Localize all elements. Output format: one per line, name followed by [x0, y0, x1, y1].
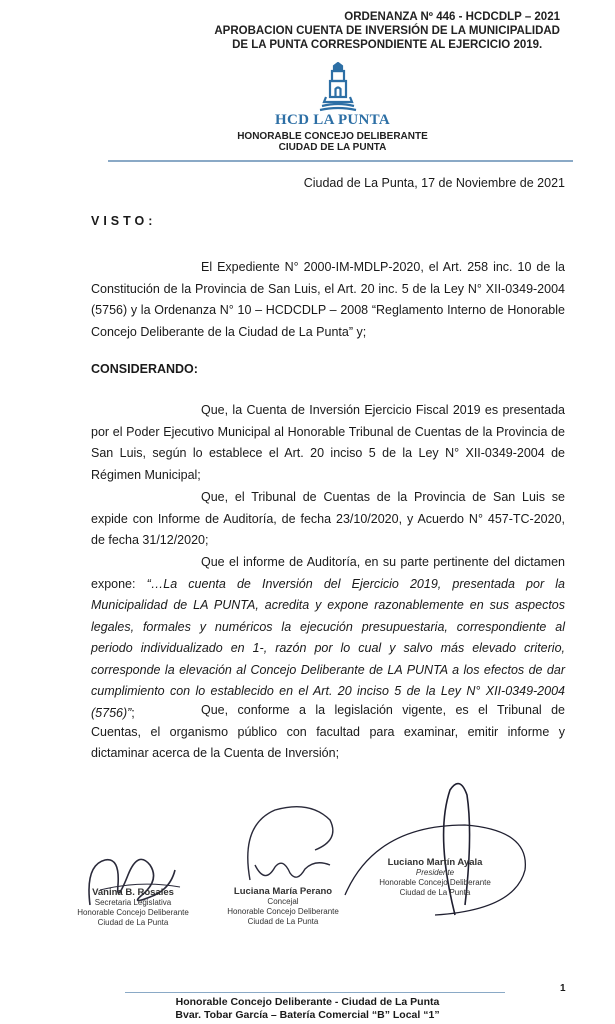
signer-city: Ciudad de La Punta	[399, 888, 471, 897]
footer-institution: Honorable Concejo Deliberante - Ciudad de La Punta	[175, 996, 440, 1008]
footer-address: Bvar. Tobar García – Batería Comercial “B” Local “1”	[175, 1009, 440, 1021]
visto-paragraph: El Expediente N° 2000-IM-MDLP-2020, el Art. 258 inc. 10 de la Constitución de la Provincia de San Luis, el Art. 20 inc. 5 de la Ley N° XII-0349-2004 (5756) y la Ordenanza N° 10 – HCDCDLP – 2008 “Reglamento Interno de Honorable Concejo Deliberante de la Ciudad de La Punta” y;	[91, 260, 565, 339]
document-date: Ciudad de La Punta, 17 de Noviembre de 2021	[303, 176, 565, 190]
audit-quote: “…La cuenta de Inversión del Ejercicio 2019, presentada por la Municipalidad de LA PUNTA, acredita y expone razonablemente en sus aspectos legales, formales y numéricos la ejecución presupuestaria, correspondiente al periodo individualizado en 1-, razón por lo cual y salvo más elevado criterio, corresponde la elevación al Concejo Deliberante de LA PUNTA a los efectos de dar cumplimiento con lo establecido en el Art. 20 inciso 5 de la Ley N° XII-0349-2004 (5756)”	[91, 576, 565, 720]
ordinance-number: ORDENANZA Nº 446 - HCDCDLP – 2021	[344, 11, 560, 23]
signature-block-1	[68, 888, 198, 928]
signer-role: Presidente	[415, 868, 455, 877]
signer-name: Luciano Martín Ayala	[387, 857, 483, 868]
brand-subtitle: HONORABLE CONCEJO DELIBERANTE	[237, 131, 428, 142]
signer-name: Vanina B. Rosales	[92, 887, 174, 898]
considerando-paragraph-2: Que, el Tribunal de Cuentas de la Provincia de San Luis se expide con Informe de Auditoría, de fecha 23/10/2020, y Acuerdo N° 457-TC-2020, de fecha 31/12/2020;	[91, 490, 565, 547]
signature-3-scribble	[335, 775, 535, 925]
signer-name: Luciana María Perano	[233, 886, 333, 897]
page-footer	[0, 996, 615, 1022]
signer-role: Secretaria Legislativa	[94, 898, 172, 907]
signer-city: Ciudad de La Punta	[97, 918, 169, 927]
considerando-heading: CONSIDERANDO:	[91, 362, 198, 376]
page-number: 1	[560, 983, 566, 994]
considerando-paragraph-1: Que, la Cuenta de Inversión Ejercicio Fiscal 2019 es presentada por el Poder Ejecutivo Municipal al Honorable Tribunal de Cuentas de la Provincia de San Luis, según lo establece el Art. 20 inciso 5 de la Ley N° XII-0349-2004 de Régimen Municipal;	[91, 403, 565, 482]
ordinance-subject-line2: DE LA PUNTA CORRESPONDIENTE AL EJERCICIO 2019.	[232, 39, 543, 51]
considerando-paragraph-4: Que, conforme a la legislación vigente, es el Tribunal de Cuentas, el organismo público con facultad para examinar, emitir informe y dictaminar acerca de la Cuenta de Inversión;	[91, 703, 565, 760]
signer-role: Concejal	[267, 897, 299, 906]
signature-2-scribble	[235, 795, 345, 895]
header-divider	[108, 160, 573, 162]
signer-city: Ciudad de La Punta	[247, 917, 319, 926]
tower-logo-icon	[318, 62, 358, 112]
ordinance-title	[214, 10, 560, 52]
considerando-paragraph-3	[91, 552, 565, 724]
signature-block-3	[360, 858, 510, 898]
ordinance-subject-line1: APROBACION CUENTA DE INVERSIÓN DE LA MUNICIPALIDAD	[214, 25, 560, 37]
signer-org: Honorable Concejo Deliberante	[227, 907, 339, 916]
council-brand	[0, 112, 615, 153]
paragraph-3-end: ;	[131, 705, 135, 720]
signer-org: Honorable Concejo Deliberante	[77, 908, 189, 917]
brand-city: CIUDAD DE LA PUNTA	[278, 142, 387, 153]
paragraph-3-intro: Que el informe de Auditoría, en su parte pertinente del dictamen expone:	[91, 555, 565, 591]
signer-org: Honorable Concejo Deliberante	[379, 878, 491, 887]
signature-block-2	[218, 887, 348, 927]
brand-name: HCD LA PUNTA	[275, 112, 390, 128]
visto-heading: VISTO:	[91, 214, 157, 228]
footer-divider	[125, 992, 505, 993]
